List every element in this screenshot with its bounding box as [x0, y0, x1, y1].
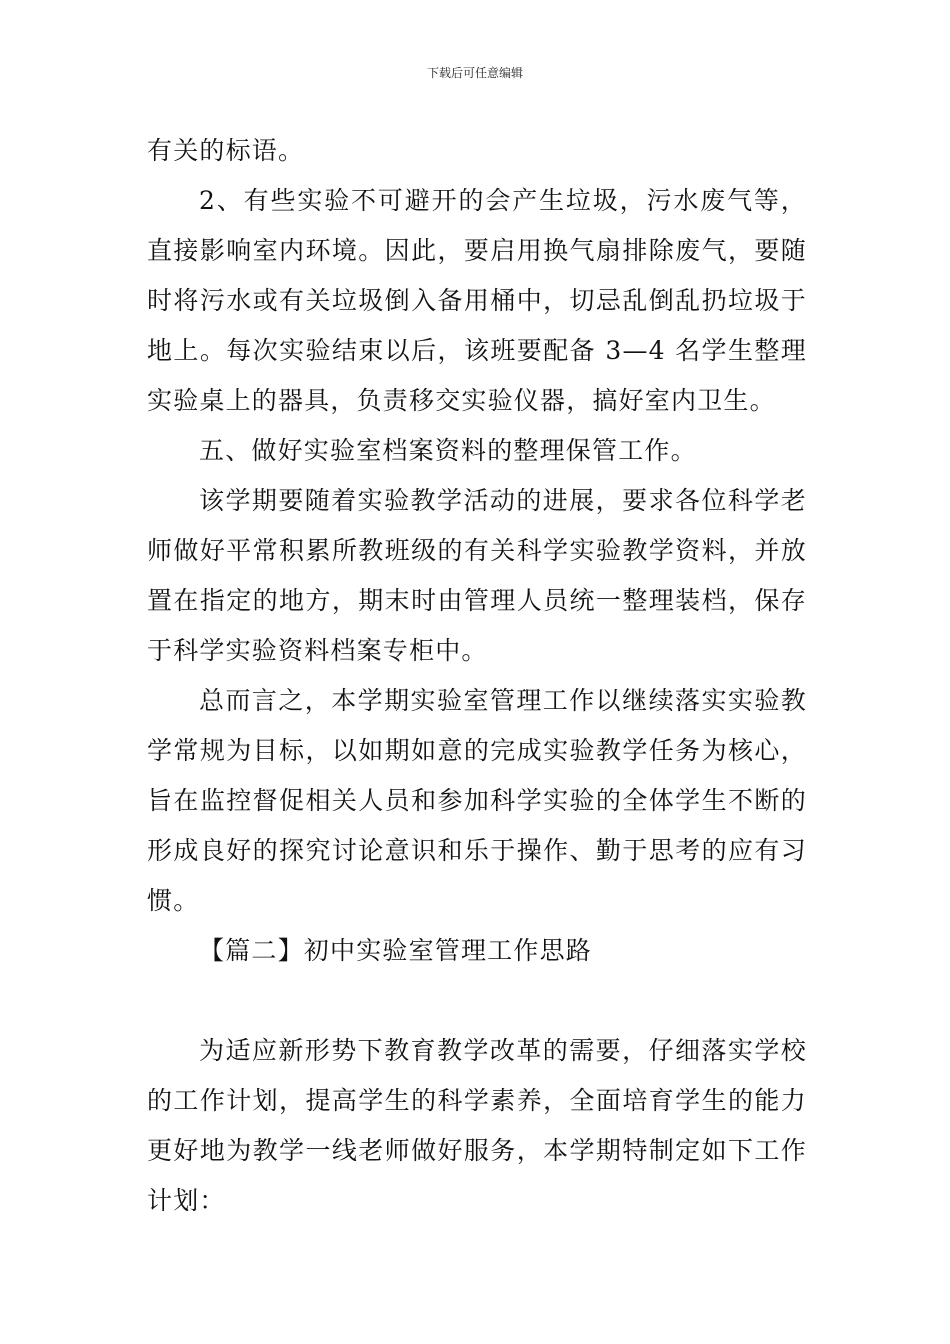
- paragraph-archive: 该学期要随着实验教学活动的进展，要求各位科学老师做好平常积累所教班级的有关科学实验教学资料，并放置在指定的地方，期末时由管理人员统一整理装档，保存于科学实验资料档案专柜中。: [147, 486, 807, 665]
- section-title: 【篇二】初中实验室管理工作思路: [199, 936, 593, 965]
- paragraph-summary: 总而言之，本学期实验室管理工作以继续落实实验教学常规为目标，以如期如意的完成实验教学任务为核心，旨在监控督促相关人员和参加科学实验的全体学生不断的形成良好的探究讨论意识和乐于操作、勤于思考的应有习惯。: [147, 686, 807, 915]
- paragraph-item-2: 2、有些实验不可避开的会产生垃圾，污水废气等，直接影响室内环境。因此，要启用换气扇排除废气，要随时将污水或有关垃圾倒入备用桶中，切忌乱倒乱扔垃圾于地上。每次实验结束以后，该班要配备 3—4 名学生整理实验桌上的器具，负责移交实验仪器，搞好室内卫生。: [147, 186, 807, 415]
- page-header-note: 下载后可任意编辑: [426, 66, 523, 80]
- blank-line: [147, 976, 807, 1026]
- paragraph-heading-5: 五、做好实验室档案资料的整理保管工作。: [199, 436, 697, 465]
- document-body: [147, 126, 807, 1226]
- paragraph-continuation: 有关的标语。: [147, 136, 305, 165]
- paragraph-intro: 为适应新形势下教育教学改革的需要，仔细落实学校的工作计划，提高学生的科学素养，全面培育学生的能力更好地为教学一线老师做好服务，本学期特制定如下工作计划：: [147, 1036, 807, 1215]
